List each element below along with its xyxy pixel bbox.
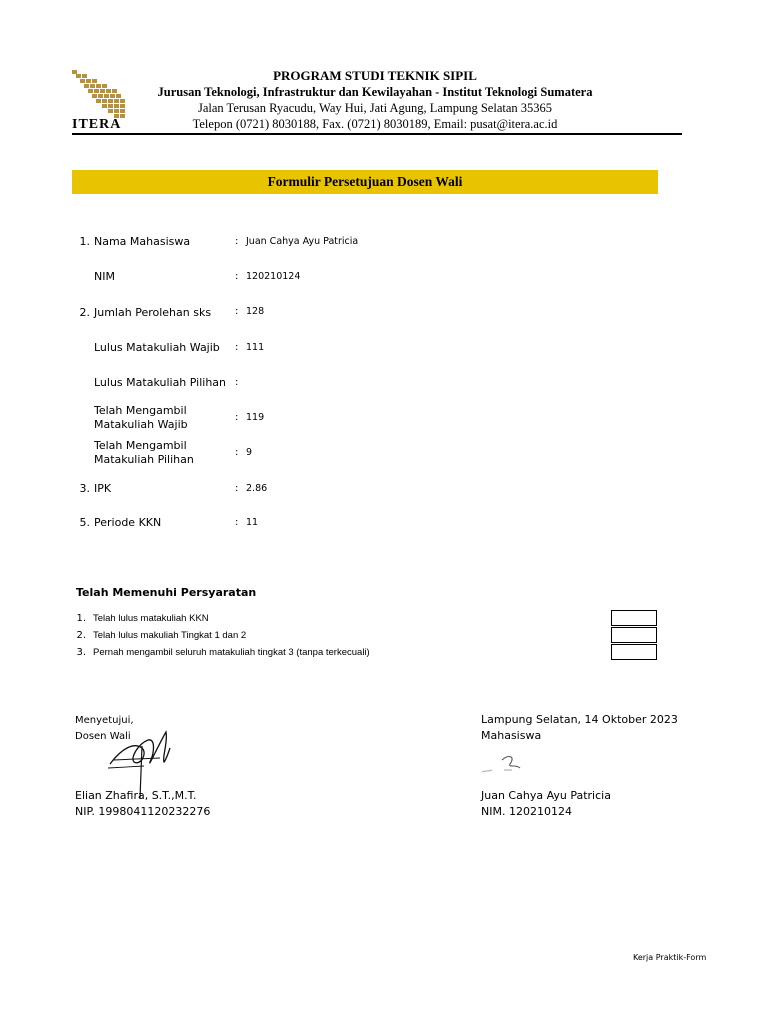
field-colon: : [235, 447, 239, 458]
requirement-checkbox[interactable] [611, 644, 657, 660]
field-label-line: Telah Mengambil [94, 404, 187, 417]
form-title-band [72, 170, 658, 194]
field-value-sks: 128 [246, 306, 265, 317]
place-date: Lampung Selatan, 14 Oktober 2023 [481, 713, 678, 726]
requirement-number: 1. [76, 613, 86, 624]
field-label-ipk: IPK [94, 482, 112, 495]
field-label-nama: Nama Mahasiswa [94, 235, 191, 248]
requirement-number: 2. [76, 630, 86, 641]
field-label-nim: NIM [94, 270, 115, 283]
field-value-nim: 120210124 [246, 271, 301, 282]
program-title: PROGRAM STUDI TEKNIK SIPIL [273, 68, 477, 83]
header-divider [72, 133, 682, 135]
student-nim: NIM. 120210124 [481, 805, 572, 818]
requirements-heading: Telah Memenuhi Persyaratan [76, 586, 257, 599]
student-name: Juan Cahya Ayu Patricia [481, 789, 611, 802]
field-label-line: Matakuliah Wajib [94, 418, 188, 431]
field-value-nama: Juan Cahya Ayu Patricia [246, 236, 359, 247]
student-signature-icon [478, 752, 528, 778]
address-line: Jalan Terusan Ryacudu, Way Hui, Jati Agung, Lampung Selatan 35365 [197, 101, 553, 115]
field-label-line: Matakuliah Pilihan [94, 453, 194, 466]
field-label-sks: Jumlah Perolehan sks [94, 306, 212, 319]
field-value-ipk: 2.86 [246, 483, 268, 494]
requirement-number: 3. [76, 647, 86, 658]
advisor-name: Elian Zhafira, S.T.,M.T. [75, 789, 197, 802]
advisor-role: Dosen Wali [75, 731, 131, 742]
requirement-checkbox[interactable] [611, 610, 657, 626]
requirement-checkbox[interactable] [611, 627, 657, 643]
requirement-text: Telah lulus makuliah Tingkat 1 dan 2 [93, 630, 247, 641]
footer-label: Kerja Praktik-Form [633, 953, 707, 962]
field-colon: : [235, 342, 239, 353]
field-number: 5. [79, 516, 90, 529]
requirement-text: Telah lulus matakuliah KKN [93, 613, 209, 624]
field-label-lulus-pilihan: Lulus Matakuliah Pilihan [94, 376, 227, 389]
field-number: 1. [79, 235, 90, 248]
field-number: 3. [79, 482, 90, 495]
field-label-lulus-wajib: Lulus Matakuliah Wajib [94, 341, 220, 354]
form-title: Formulir Persetujuan Dosen Wali [267, 174, 463, 189]
approval-label: Menyetujui, [75, 715, 134, 726]
field-label-ambil-wajib [94, 404, 188, 432]
department-title: Jurusan Teknologi, Infrastruktur dan Kewilayahan - Institut Teknologi Sumatera [157, 85, 593, 99]
logo-text: ITERA [72, 117, 122, 132]
field-value-kkn: 11 [246, 517, 259, 528]
field-colon: : [235, 412, 239, 423]
requirement-text: Pernah mengambil seluruh matakuliah tingkat 3 (tanpa terkecuali) [93, 647, 370, 658]
student-role: Mahasiswa [481, 729, 542, 742]
field-label-kkn: Periode KKN [94, 516, 162, 529]
contact-line: Telepon (0721) 8030188, Fax. (0721) 8030189, Email: pusat@itera.ac.id [192, 117, 558, 131]
field-value-ambil-pilihan: 9 [246, 447, 253, 458]
field-colon: : [235, 236, 239, 247]
advisor-nip: NIP. 1998041120232276 [75, 805, 211, 818]
field-colon: : [235, 483, 239, 494]
field-label-ambil-pilihan [94, 439, 194, 467]
field-value-lulus-wajib: 111 [246, 342, 265, 353]
field-number: 2. [79, 306, 90, 319]
field-colon: : [235, 377, 239, 388]
field-colon: : [235, 517, 239, 528]
field-colon: : [235, 271, 239, 282]
field-value-ambil-wajib: 119 [246, 412, 265, 423]
field-label-line: Telah Mengambil [94, 439, 187, 452]
field-colon: : [235, 306, 239, 317]
